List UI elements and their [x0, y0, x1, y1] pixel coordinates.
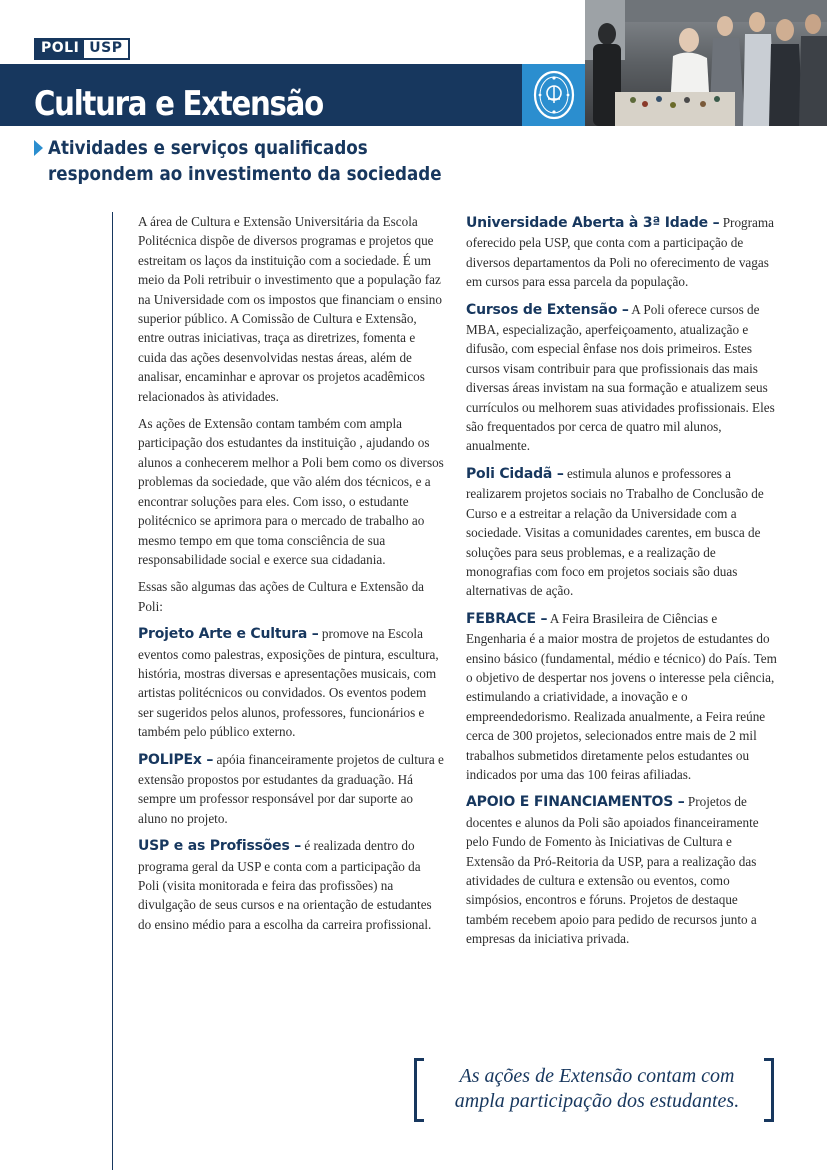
event-photo	[585, 0, 827, 126]
actions-intro: Essas são algumas das ações de Cultura e Extensão da Poli:	[138, 579, 425, 614]
item-cursos-extensao	[466, 300, 778, 456]
item-heading: Universidade Aberta à 3ª Idade –	[466, 215, 720, 231]
item-polipex	[138, 750, 444, 829]
item-text: promove na Escola eventos como palestras, exposições de pintura, escultura, história, mostras diversas e apresentações musicais, com artistas politécnicos ou convidados. Os eventos podem ser sugeridos pelos alunos, professores, funcionários e também pelo público externo.	[138, 626, 439, 740]
poli-seal-icon	[532, 69, 576, 121]
item-text: A Feira Brasileira de Ciências e Engenharia é a maior mostra de projetos de estudantes do ensino básico (fundamental, médio e técnico) do País. Tem o objetivo de despertar nos jovens o interesse pela ciência, estimulando a criatividade, a inovação e o empreendedorismo. Realizada anualmente, a Feira reúne cerca de 300 projetos, selecionados entre mais de 2 mil trabalhos submetidos diretamente pelos estudantes ou indicados por uma das 100 feiras afiliadas.	[466, 610, 777, 782]
item-text: Projetos de docentes e alunos da Poli são apoiados financeiramente pelo Fundo de Fomento às Iniciativas de Cultura e Extensão da Pró-Reitoria da USP, para a realização das atividades de cultura e extensão ou eventos, como simpósios, encontros e fóruns. Projetos de destaque também recebem apoio para pedido de recursos junto a empresas da iniciativa privada.	[466, 794, 759, 947]
item-heading: Projeto Arte e Cultura –	[138, 626, 319, 643]
item-text: é realizada dentro do programa geral da USP e conta com a participação da Poli (visita monitorada e feira das profissões) na divulgação de seus cursos e na orientação de estudantes do ensino médio para a escolha da carreira profissional.	[138, 838, 432, 932]
item-arte-cultura	[138, 624, 444, 741]
item-universidade-aberta	[466, 213, 778, 292]
intro-paragraph: A área de Cultura e Extensão Universitária da Escola Politécnica dispõe de diversos programas e projetos que estreitam os laços da instituição com a sociedade. É um meio da Poli retribuir o investimento que a população faz na Universidade com os impostos que financiam o ensino superior público. A Comissão de Cultura e Extensão, entre outras iniciativas, traça as diretrizes, fomenta e cuida das ações desenvolvidas nestas áreas, além de analisar, encaminhar e aprovar os projetos acadêmicos relacionados às atividades.	[138, 214, 442, 404]
quote-line: ampla participação dos estudantes.	[454, 1090, 740, 1112]
item-usp-profissoes	[138, 836, 444, 934]
item-text: Programa oferecido pela USP, que conta com a participação de diversos departamentos da Poli no oferecimento de vagas em cursos para essa parcela da população.	[466, 215, 774, 290]
poli-usp-logo	[34, 38, 130, 60]
right-column	[466, 213, 778, 957]
item-heading: USP e as Profissões –	[138, 838, 302, 855]
item-febrace	[466, 609, 778, 785]
item-heading: Cursos de Extensão –	[466, 301, 629, 318]
item-text: apóia financeiramente projetos de cultura e extensão propostos por estudantes da graduação. Há sempre um professor responsável por dar suporte ao aluno no projeto.	[138, 751, 444, 826]
quote-bracket-right	[764, 1058, 774, 1122]
item-text: estimula alunos e professores a realizarem projetos sociais no Trabalho de Conclusão de Curso e a estreitar a relação da Universidade com a sociedade. Visitas a comunidades carentes, em busca de soluções para seus problemas, e a realização de monografias com foco em projetos sociais são duas alternativas de ação.	[466, 465, 764, 599]
page-subtitle	[48, 135, 442, 187]
vertical-rule	[112, 212, 113, 1170]
logo-poli-text: POLI	[36, 40, 84, 58]
item-heading: APOIO E FINANCIAMENTOS –	[466, 794, 685, 811]
subtitle-arrow-icon	[34, 140, 43, 156]
subtitle-line: Atividades e serviços qualificados	[48, 137, 368, 159]
item-apoio-financiamentos	[466, 792, 778, 948]
quote-bracket-left	[414, 1058, 424, 1122]
students-paragraph: As ações de Extensão contam também com ampla participação dos estudantes da instituição , ajudando os alunos a conhecerem melhor a Poli bem como os diversos problemas da sociedade, que vão além dos técnicos, e a encontrar soluções para eles. Com isso, o estudante politécnico se aprimora para o mercado de trabalho ao mesmo tempo em que toma consciência de sua responsabilidade social e exerce sua cidadania.	[138, 416, 444, 567]
quote-line: As ações de Extensão contam com	[459, 1065, 735, 1087]
subtitle-line: respondem ao investimento da sociedade	[48, 163, 442, 185]
item-heading: FEBRACE –	[466, 610, 548, 627]
left-column	[138, 212, 444, 942]
logo-usp-text: USP	[84, 40, 127, 58]
pull-quote	[435, 1064, 759, 1114]
item-text: A Poli oferece cursos de MBA, especialização, aperfeiçoamento, atualização e difusão, com especial ênfase nos dois primeiros. Estes cursos visam contribuir para que profissionais das mais diversas áreas invistam na sua formação e atualizem seus currículos ou melhorem suas atividades profissionais. Eles são frequentados por cerca de quatro mil alunos, anualmente.	[466, 301, 775, 454]
page-title: Cultura e Extensão	[34, 84, 323, 124]
item-heading: POLIPEx –	[138, 751, 214, 768]
item-heading: Poli Cidadã –	[466, 465, 564, 482]
item-poli-cidada	[466, 464, 778, 601]
